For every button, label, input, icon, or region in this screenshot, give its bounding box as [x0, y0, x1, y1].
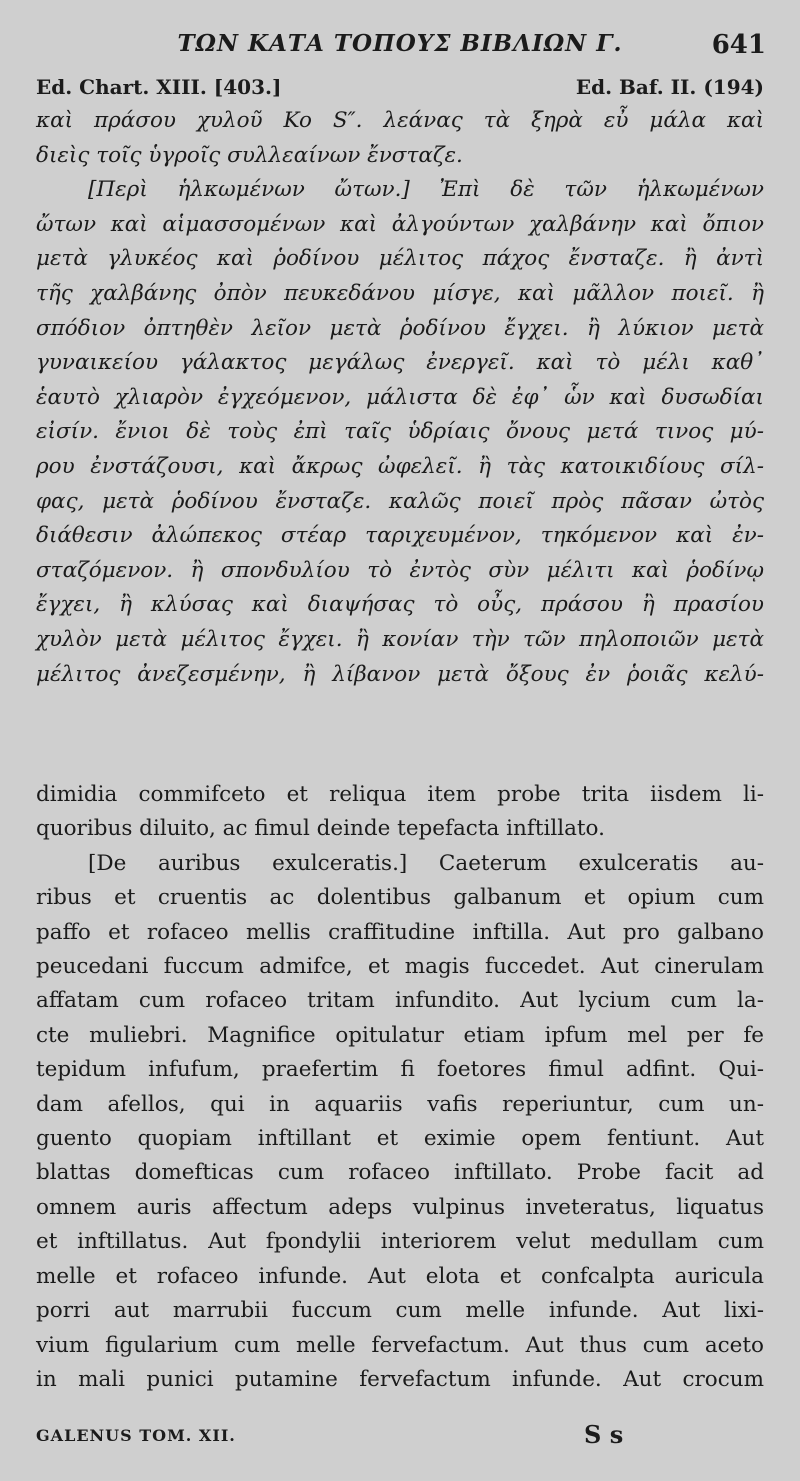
latin-text-line: paffo et rofaceo mellis craffitudine inftilla. Aut pro galbano: [36, 919, 764, 945]
greek-text-block: [36, 104, 764, 692]
latin-text-line: affatam cum rofaceo tritam infundito. Aut lycium cum la-: [36, 988, 764, 1014]
edition-reference-left: Ed. Chart. XIII. [403.]: [36, 75, 282, 99]
latin-text-line: melle et rofaceo infunde. Aut elota et confcalpta auricula: [36, 1263, 764, 1289]
greek-text-line: φας, μετὰ ῥοδίνου ἔνσταζε. καλῶς ποιεῖ πρὸς πᾶσαν ὠτὸς: [36, 488, 764, 514]
latin-text-line: quoribus diluito, ac fimul deinde tepefacta inftillato.: [36, 816, 605, 842]
greek-text-line: σταζόμενον. ἢ σπονδυλίου τὸ ἐντὸς σὺν μέλιτι καὶ ῥοδίνῳ: [36, 557, 764, 583]
greek-text-line: [Περὶ ἡλκωμένων ὤτων.] Ἐπὶ δὲ τῶν ἡλκωμένων: [88, 177, 764, 203]
latin-text-line: dimidia commifceto et reliqua item probe trita iisdem li-: [36, 782, 764, 807]
latin-text-line: tepidum infufum, praefertim fi foetores fimul adfint. Qui-: [36, 1057, 764, 1083]
latin-text-line: ribus et cruentis ac dolentibus galbanum et opium cum: [36, 885, 764, 911]
latin-text-line: vium figularium cum melle fervefactum. Aut thus cum aceto: [36, 1332, 764, 1358]
greek-text-line: σπόδιον ὀπτηθὲν λεῖον μετὰ ῥοδίνου ἔγχει. ἢ λύκιον μετὰ: [36, 315, 764, 341]
footer-signature-mark: S s: [584, 1420, 624, 1449]
greek-text-line: διάθεσιν ἀλώπεκος στέαρ ταριχευμένον, τηκόμενον καὶ ἐν-: [36, 523, 764, 549]
page-number: 641: [711, 30, 766, 60]
greek-text-line: ρου ἐνστάζουσι, καὶ ἄκρως ὠφελεῖ. ἢ τὰς κατοικιδίους σίλ-: [36, 453, 764, 479]
latin-text-line: peucedani fuccum admifce, et magis fuccedet. Aut cinerulam: [36, 954, 764, 980]
latin-text-line: guento quopiam inftillant et eximie opem fentiunt. Aut: [36, 1126, 764, 1152]
running-title: ΤΩΝ ΚΑΤΑ ΤΟΠΟΥΣ ΒΙΒΛΙΩΝ Γ.: [177, 30, 623, 57]
latin-text-line: dam afellos, qui in aquariis vafis reperiuntur, cum un-: [36, 1091, 764, 1117]
greek-text-line: μετὰ γλυκέος καὶ ῥοδίνου μέλιτος πάχος ἔνσταζε. ἢ ἀντὶ: [36, 246, 764, 272]
greek-text-line: καὶ πράσου χυλοῦ Ko S″. λεάνας τὰ ξηρὰ εὖ μάλα καὶ: [36, 108, 764, 133]
latin-text-line: in mali punici putamine fervefactum infunde. Aut crocum: [36, 1366, 764, 1392]
greek-text-line: ὤτων καὶ αἱμασσομένων καὶ ἀλγούντων χαλβάνην καὶ ὄπιον: [36, 211, 764, 237]
latin-text-line: blattas domefticas cum rofaceo inftillato. Probe facit ad: [36, 1160, 764, 1186]
latin-text-block: [36, 778, 764, 1397]
latin-text-line: [De auribus exulceratis.] Caeterum exulceratis au-: [88, 850, 764, 876]
greek-text-line: γυναικείου γάλακτος μεγάλως ἐνεργεῖ. καὶ τὸ μέλι καθ᾽: [36, 350, 764, 376]
greek-text-line: διεὶς τοῖς ὑγροῖς συλλεαίνων ἔνσταζε.: [36, 142, 463, 168]
latin-text-line: cte muliebri. Magnifice opitulatur etiam ipfum mel per fe: [36, 1022, 764, 1048]
latin-text-line: et inftillatus. Aut fpondylii interiorem velut medullam cum: [36, 1229, 764, 1255]
latin-text-line: porri aut marrubii fuccum cum melle infunde. Aut lixi-: [36, 1298, 764, 1324]
greek-text-line: χυλὸν μετὰ μέλιτος ἔγχει. ἢ κονίαν τὴν τῶν πηλοποιῶν μετὰ: [36, 626, 764, 652]
footer-signature: GALENUS TOM. XII.: [36, 1426, 236, 1445]
greek-text-line: τῆς χαλβάνης ὀπὸν πευκεδάνου μίσγε, καὶ μᾶλλον ποιεῖ. ἢ: [36, 280, 764, 306]
latin-text-line: omnem auris affectum adeps vulpinus inveteratus, liquatus: [36, 1194, 764, 1220]
edition-reference-right: Ed. Baf. II. (194): [575, 75, 764, 99]
greek-text-line: μέλιτος ἀνεζεσμένην, ἢ λίβανον μετὰ ὄξους ἐν ῥοιᾶς κελύ-: [36, 661, 764, 687]
greek-text-line: ἔγχει, ἢ κλύσας καὶ διαψήσας τὸ οὖς, πράσου ἢ πρασίου: [36, 592, 764, 618]
greek-text-line: ἑαυτὸ χλιαρὸν ἐγχεόμενον, μάλιστα δὲ ἐφ᾽ ὧν καὶ δυσωδίαι: [36, 384, 764, 410]
greek-text-line: εἰσίν. ἔνιοι δὲ τοὺς ἐπὶ ταῖς ὑδρίαις ὄνους μετά τινος μύ-: [36, 419, 764, 445]
